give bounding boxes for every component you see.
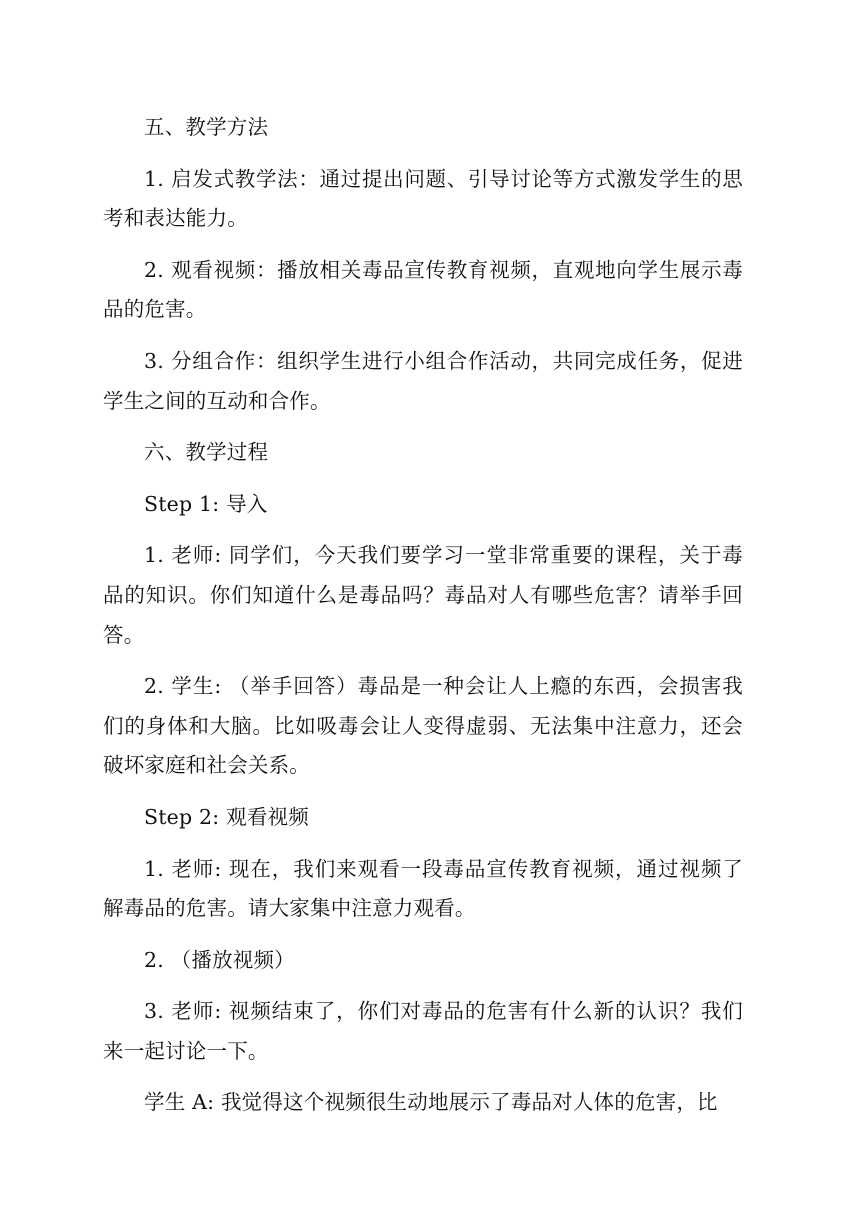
dialogue-paragraph: 2. （播放视频）: [144, 947, 295, 972]
dialogue-paragraph: 3. 老师: 视频结束了，你们对毒品的危害有什么新的认识？我们来一起讨论一下。: [103, 999, 743, 1063]
section-heading: 六、教学过程: [144, 440, 269, 465]
method-item: 3. 分组合作：组织学生进行小组合作活动，共同完成任务，促进学生之间的互动和合作。: [103, 348, 743, 413]
method-item: 2. 观看视频：播放相关毒品宣传教育视频，直观地向学生展示毒品的危害。: [103, 257, 743, 322]
dialogue-paragraph: 1. 老师: 现在，我们来观看一段毒品宣传教育视频，通过视频了解毒品的危害。请大家集中注意力观看。: [103, 856, 743, 921]
step-heading: Step 2: 观看视频: [144, 804, 309, 829]
dialogue-paragraph: 2. 学生: （举手回答）毒品是一种会让人上瘾的东西，会损害我们的身体和大脑。比如吸毒会让人变得虚弱、无法集中注意力，还会破坏家庭和社会关系。: [103, 674, 743, 778]
document-body: [103, 108, 743, 1135]
dialogue-paragraph: 学生 A: 我觉得这个视频很生动地展示了毒品对人体的危害，比: [144, 1090, 718, 1115]
dialogue-paragraph: 1. 老师: 同学们，今天我们要学习一堂非常重要的课程，关于毒品的知识。你们知道什么是毒品吗？毒品对人有哪些危害？请举手回答。: [103, 543, 743, 647]
method-item: 1. 启发式教学法：通过提出问题、引导讨论等方式激发学生的思考和表达能力。: [103, 166, 743, 231]
step-heading: Step 1: 导入: [144, 491, 268, 516]
section-heading: 五、教学方法: [144, 115, 269, 139]
